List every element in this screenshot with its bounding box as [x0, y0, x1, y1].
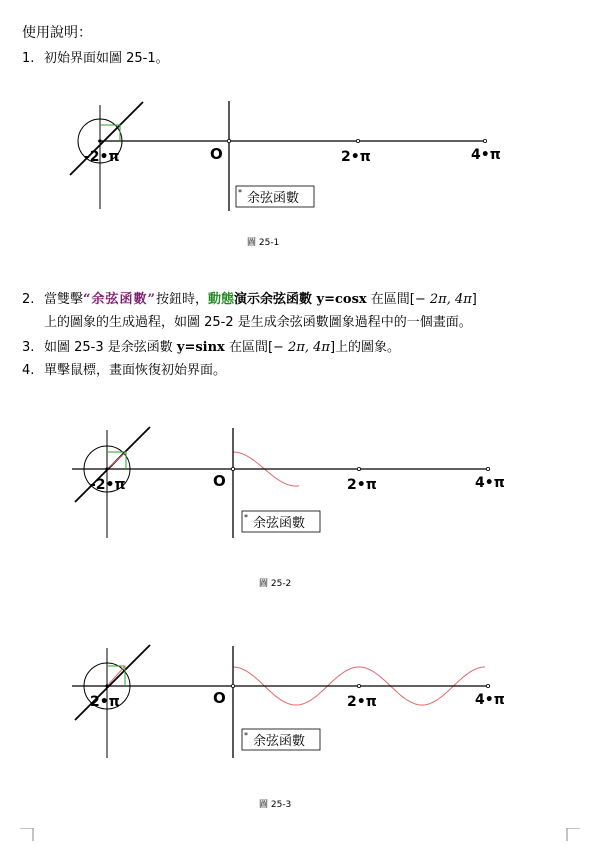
tick-dot: [486, 684, 489, 687]
page-heading: 使用說明：: [22, 25, 92, 41]
figure-25-3: [0, 640, 600, 815]
figure-25-1: [0, 95, 600, 255]
label-2pi: 2•π: [347, 477, 377, 493]
label-2pi: 2•π: [347, 694, 377, 710]
diagram-25-2: [72, 427, 505, 538]
interval: − 2π, 4π: [414, 292, 472, 307]
highlight-dynamic: 動態: [208, 292, 235, 307]
text-segment: 在區間[: [224, 340, 274, 355]
cosine-button[interactable]: [242, 511, 320, 532]
text-segment: 如圖 25-3 是余弦函數: [44, 340, 177, 355]
diagram-25-3: [72, 645, 505, 758]
instruction-4: [22, 359, 226, 378]
tick-dot: [357, 467, 360, 470]
label-2pi: 2•π: [341, 149, 371, 165]
item-number: 4.: [22, 363, 35, 378]
label-origin: O: [213, 689, 226, 707]
item-text: 單擊鼠標，畫面恢復初始界面。: [44, 363, 227, 378]
label-4pi: 4•π: [475, 692, 505, 708]
button-mark: *: [238, 188, 242, 197]
item-number: 2.: [22, 292, 35, 307]
text-segment: ]: [471, 292, 477, 307]
caption-25-1: 圖 25-1: [247, 238, 280, 248]
text-segment: 當雙擊: [44, 292, 84, 307]
diagram-25-1: [70, 101, 501, 211]
page-corner-mark-right: [566, 828, 580, 842]
equation: y=sinx: [176, 340, 225, 355]
button-label: 余弦函數: [253, 734, 306, 749]
button-mark: *: [244, 513, 248, 522]
label-neg-2pi: 2•π: [90, 694, 120, 710]
tick-dot: [486, 467, 489, 470]
text-segment: 按鈕時，: [155, 292, 208, 307]
item-number: 3.: [22, 340, 35, 355]
tick-dot: [483, 139, 486, 142]
label-origin: O: [210, 145, 223, 163]
item-number: 1.: [22, 51, 35, 66]
label-origin: O: [213, 472, 226, 490]
cosine-button[interactable]: [236, 186, 314, 207]
tick-dot: [227, 139, 230, 142]
highlight-button-name: “余弦函數”: [83, 292, 156, 307]
center-dot: [98, 139, 101, 142]
button-label: 余弦函數: [247, 191, 300, 206]
tick-dot: [356, 139, 359, 142]
caption-25-3: 圖 25-3: [259, 800, 292, 810]
tick-dot: [231, 684, 234, 687]
instruction-3: [22, 336, 400, 355]
interval: − 2π, 4π: [273, 340, 330, 355]
page-corner-mark-left: [20, 828, 34, 842]
radius-line: [107, 666, 125, 686]
radius-line: [107, 452, 126, 469]
button-mark: *: [244, 731, 248, 740]
tick-dot: [357, 684, 360, 687]
text-segment: ]上的圖象。: [329, 340, 401, 355]
label-4pi: 4•π: [471, 147, 501, 163]
text-segment: 演示余弦函數: [234, 292, 317, 307]
center-dot: [105, 467, 108, 470]
item-text: 初始界面如圖 25-1。: [44, 51, 169, 66]
figure-25-2: [0, 420, 600, 595]
cosine-button[interactable]: [242, 729, 320, 750]
caption-25-2: 圖 25-2: [259, 579, 292, 589]
equation: y=cosx: [316, 292, 367, 307]
text-segment: 在區間[: [366, 292, 415, 307]
tick-dot: [231, 467, 234, 470]
label-neg-2pi: -2•π: [84, 149, 120, 165]
center-dot: [105, 684, 108, 687]
instruction-2-line1: [22, 288, 477, 307]
label-neg-2pi: -2•π: [90, 477, 126, 493]
instruction-2-line2: 上的圖象的生成過程，如圖 25-2 是生成余弦函數圖象過程中的一個畫面。: [44, 315, 472, 330]
instruction-1: [22, 47, 169, 66]
button-label: 余弦函數: [253, 516, 306, 531]
label-4pi: 4•π: [475, 475, 505, 491]
